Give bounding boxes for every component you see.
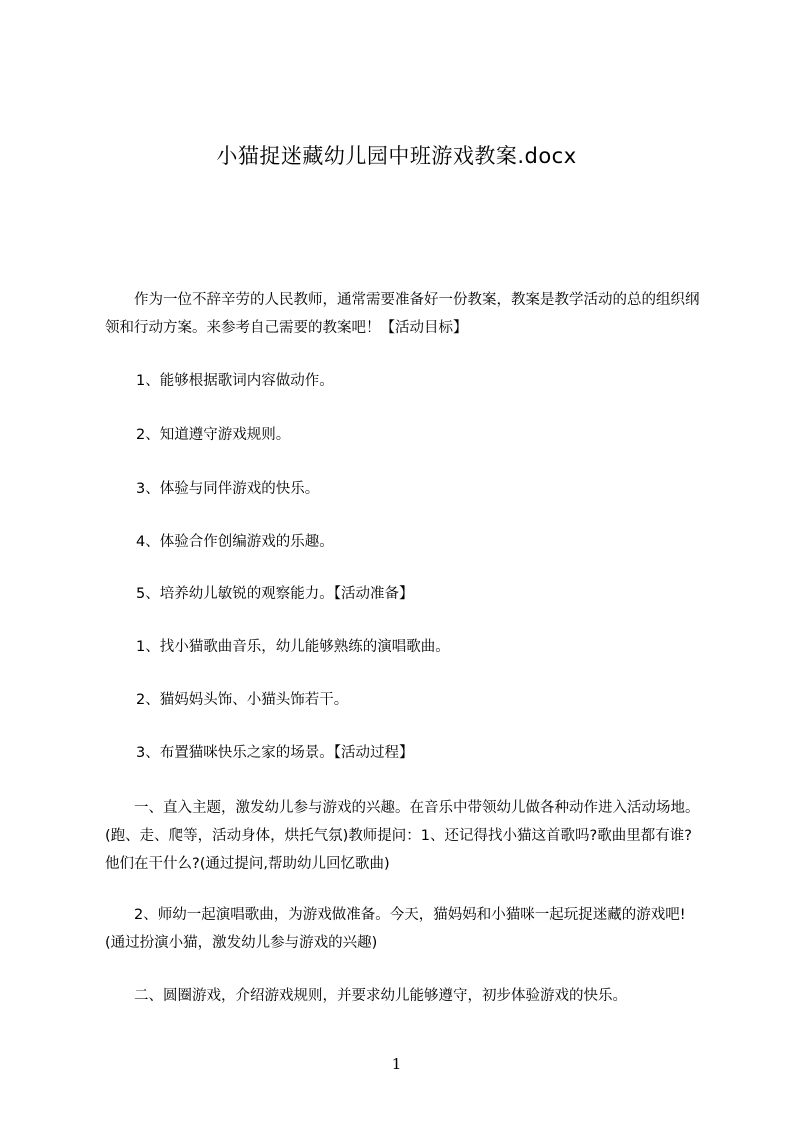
document-title: 小猫捉迷藏幼儿园中班游戏教案.docx: [216, 144, 577, 168]
goal-item-4: 4、体验合作创编游戏的乐趣。: [136, 534, 334, 550]
intro-paragraph: 作为一位不辞辛劳的人民教师，通常需要准备好一份教案，教案是教学活动的总的组织纲领和行动方案。来参考自己需要的教案吧！【活动目标】: [105, 292, 700, 336]
preparation-item-1: 1、找小猫歌曲音乐，幼儿能够熟练的演唱歌曲。: [136, 639, 450, 655]
goal-item-5: 5、培养幼儿敏锐的观察能力。【活动准备】: [136, 586, 414, 602]
page-number: 1: [391, 1055, 402, 1073]
process-paragraph-3: 二、圆圈游戏，介绍游戏规则，并要求幼儿能够遵守，初步体验游戏的快乐。: [134, 988, 627, 1004]
goal-item-3: 3、体验与同伴游戏的快乐。: [136, 481, 320, 497]
preparation-item-3: 3、布置猫咪快乐之家的场景。【活动过程】: [136, 745, 414, 761]
process-paragraph-2: 2、师幼一起演唱歌曲，为游戏做准备。今天，猫妈妈和小猫咪一起玩捉迷藏的游戏吧!(通过扮演小猫，激发幼儿参与游戏的兴趣): [105, 907, 686, 951]
process-paragraph-1: 一、直入主题，激发幼儿参与游戏的兴趣。在音乐中带领幼儿做各种动作进入活动场地。(跑、走、爬等，活动身体，烘托气氛)教师提问：1、还记得找小猫这首歌吗?歌曲里都有谁?他们在干什么?(通过提问,帮助幼儿回忆歌曲): [105, 800, 700, 872]
goal-item-1: 1、能够根据歌词内容做动作。: [136, 373, 334, 389]
preparation-item-2: 2、猫妈妈头饰、小猫头饰若干。: [136, 692, 349, 708]
goal-item-2: 2、知道遵守游戏规则。: [136, 427, 291, 443]
